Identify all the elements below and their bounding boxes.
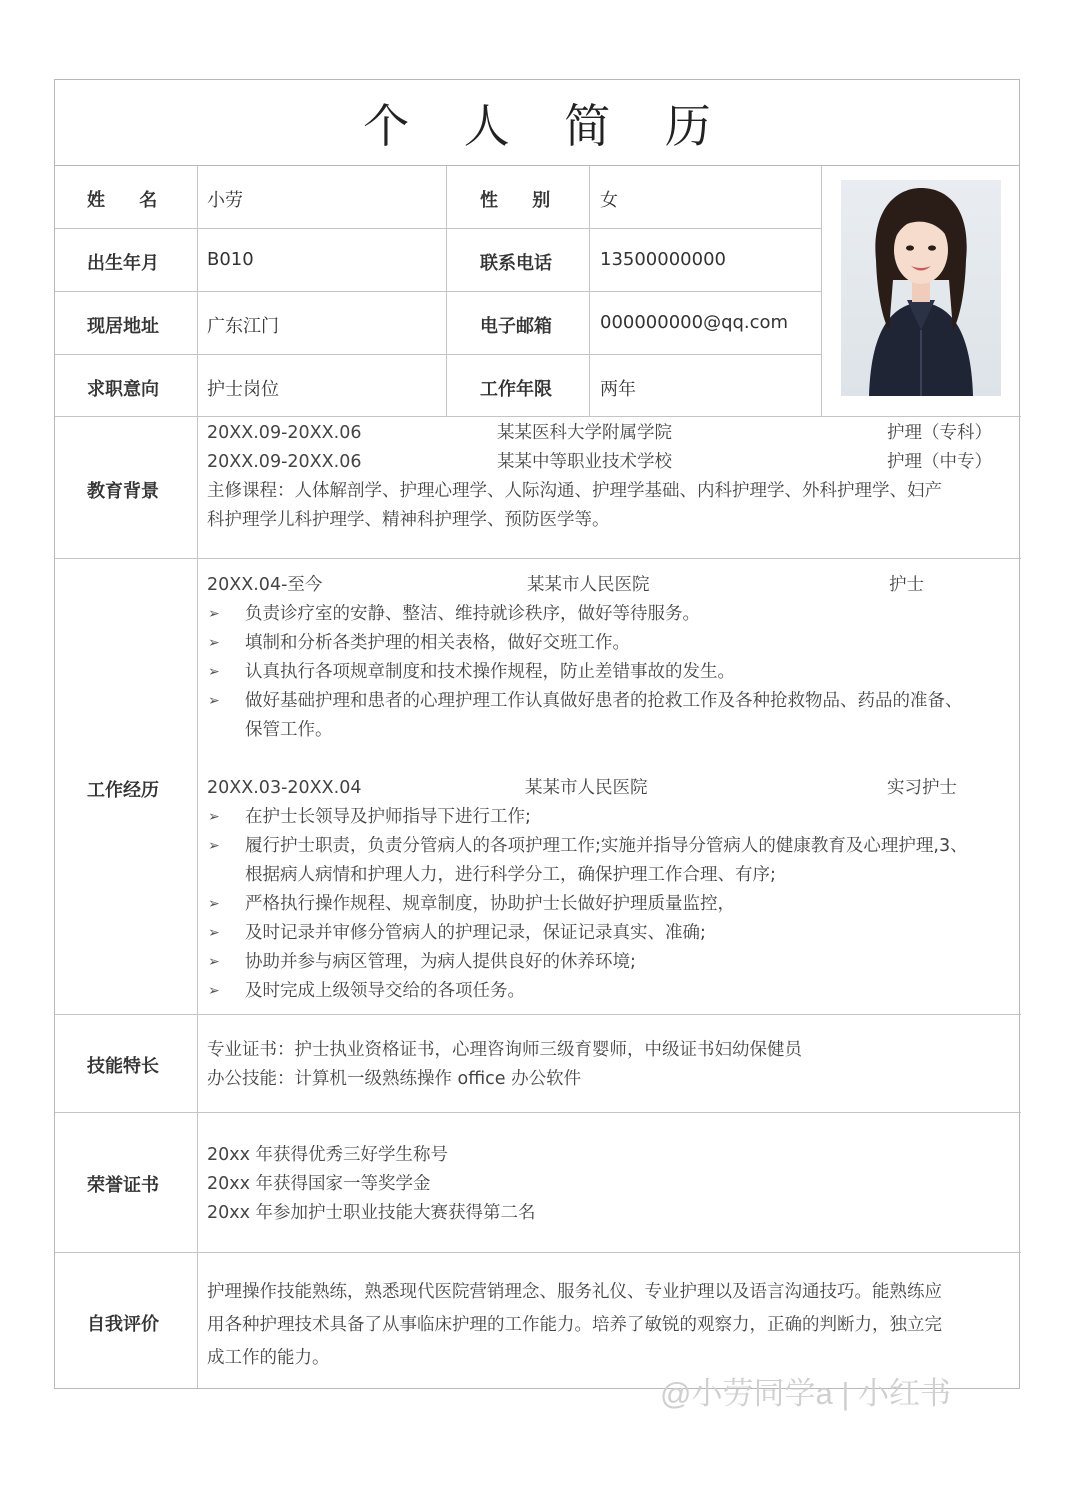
- years-value: 两年: [600, 379, 636, 400]
- honors-label: 荣誉证书: [87, 1175, 159, 1196]
- grid-line: [55, 1252, 1021, 1253]
- job-period: 20XX.04-至今: [207, 575, 323, 595]
- job-duty: 负责诊疗室的安静、整洁、维持就诊秩序，做好等待服务。: [245, 604, 700, 624]
- bullet-icon: ➢: [208, 925, 220, 941]
- edu-degree: 护理（专科）: [887, 423, 992, 443]
- phone-label: 联系电话: [480, 253, 552, 274]
- grid-line: [55, 1014, 1021, 1015]
- edu-period: 20XX.09-20XX.06: [207, 423, 362, 443]
- intent-label: 求职意向: [87, 379, 159, 400]
- bullet-icon: ➢: [208, 606, 220, 622]
- resume-title: 个 人 简 历: [55, 80, 1019, 166]
- portrait-icon: [841, 180, 1001, 396]
- job-duty: 保管工作。: [245, 720, 333, 740]
- grid-line: [55, 228, 821, 229]
- bullet-icon: ➢: [208, 664, 220, 680]
- name-value: 小劳: [207, 190, 243, 211]
- grid-line: [821, 166, 822, 416]
- job-org: 某某市人民医院: [525, 778, 648, 798]
- self-text: 用各种护理技术具备了从事临床护理的工作能力。培养了敏锐的观察力，正确的判断力，独立完: [207, 1315, 942, 1335]
- honor-item: 20xx 年获得优秀三好学生称号: [207, 1145, 449, 1165]
- job-period: 20XX.03-20XX.04: [207, 778, 362, 798]
- job-duty: 根据病人病情和护理人力，进行科学分工，确保护理工作合理、有序;: [245, 865, 776, 885]
- edu-courses: 科护理学儿科护理学、精神科护理学、预防医学等。: [207, 510, 610, 530]
- job-duty: 严格执行操作规程、规章制度，协助护士长做好护理质量监控，: [245, 894, 735, 914]
- skills-label: 技能特长: [87, 1056, 159, 1077]
- job-duty: 做好基础护理和患者的心理护理工作认真做好患者的抢救工作及各种抢救物品、药品的准备、: [245, 691, 963, 711]
- job-duty: 填制和分析各类护理的相关表格，做好交班工作。: [245, 633, 630, 653]
- bullet-icon: ➢: [208, 896, 220, 912]
- self-text: 成工作的能力。: [207, 1348, 330, 1368]
- watermark: @小劳同学a | 小红书: [660, 1376, 951, 1411]
- gender-label: 性 别: [480, 190, 565, 211]
- gender-value: 女: [600, 190, 618, 211]
- bullet-icon: ➢: [208, 809, 220, 825]
- profile-photo: [841, 180, 1001, 396]
- grid-line: [589, 166, 590, 416]
- address-value: 广东江门: [207, 316, 279, 337]
- job-role: 实习护士: [887, 778, 957, 798]
- job-duty: 认真执行各项规章制度和技术操作规程，防止差错事故的发生。: [245, 662, 735, 682]
- grid-line: [55, 558, 1021, 559]
- job-duty: 及时记录并审修分管病人的护理记录，保证记录真实、准确;: [245, 923, 706, 943]
- name-label: 姓 名: [87, 190, 172, 211]
- bullet-icon: ➢: [208, 838, 220, 854]
- job-duty: 及时完成上级领导交给的各项任务。: [245, 981, 525, 1001]
- edu-school: 某某中等职业技术学校: [497, 452, 672, 472]
- job-duty: 在护士长领导及护师指导下进行工作;: [245, 807, 531, 827]
- grid-line: [446, 166, 447, 416]
- edu-degree: 护理（中专）: [887, 452, 992, 472]
- email-label: 电子邮箱: [480, 316, 552, 337]
- grid-line: [55, 1112, 1021, 1113]
- grid-line: [55, 291, 821, 292]
- resume-sheet: [54, 79, 1020, 1389]
- skills-cert: 专业证书：护士执业资格证书，心理咨询师三级育婴师，中级证书妇幼保健员: [207, 1040, 802, 1060]
- bullet-icon: ➢: [208, 693, 220, 709]
- birth-value: B010: [207, 249, 254, 270]
- honor-item: 20xx 年参加护士职业技能大赛获得第二名: [207, 1203, 536, 1223]
- bullet-icon: ➢: [208, 635, 220, 651]
- intent-value: 护士岗位: [207, 379, 279, 400]
- education-label: 教育背景: [87, 481, 159, 502]
- edu-period: 20XX.09-20XX.06: [207, 452, 362, 472]
- years-label: 工作年限: [480, 379, 552, 400]
- job-role: 护士: [889, 575, 924, 595]
- self-text: 护理操作技能熟练，熟悉现代医院营销理念、服务礼仪、专业护理以及语言沟通技巧。能熟练应: [207, 1282, 942, 1302]
- bullet-icon: ➢: [208, 983, 220, 999]
- grid-line: [197, 166, 198, 1388]
- self-label: 自我评价: [87, 1314, 159, 1335]
- honor-item: 20xx 年获得国家一等奖学金: [207, 1174, 431, 1194]
- bullet-icon: ➢: [208, 954, 220, 970]
- job-duty: 协助并参与病区管理，为病人提供良好的休养环境;: [245, 952, 636, 972]
- work-label: 工作经历: [87, 780, 159, 801]
- edu-school: 某某医科大学附属学院: [497, 423, 672, 443]
- edu-courses: 主修课程：人体解剖学、护理心理学、人际沟通、护理学基础、内科护理学、外科护理学、妇产: [207, 481, 942, 501]
- grid-line: [55, 416, 1021, 417]
- job-org: 某某市人民医院: [527, 575, 650, 595]
- skills-office: 办公技能：计算机一级熟练操作 office 办公软件: [207, 1069, 582, 1089]
- grid-line: [55, 354, 821, 355]
- address-label: 现居地址: [87, 316, 159, 337]
- email-value: 000000000@qq.com: [600, 312, 789, 333]
- job-duty: 履行护士职责，负责分管病人的各项护理工作;实施并指导分管病人的健康教育及心理护理,3、: [245, 836, 968, 856]
- phone-value: 13500000000: [600, 249, 726, 270]
- birth-label: 出生年月: [87, 253, 159, 274]
